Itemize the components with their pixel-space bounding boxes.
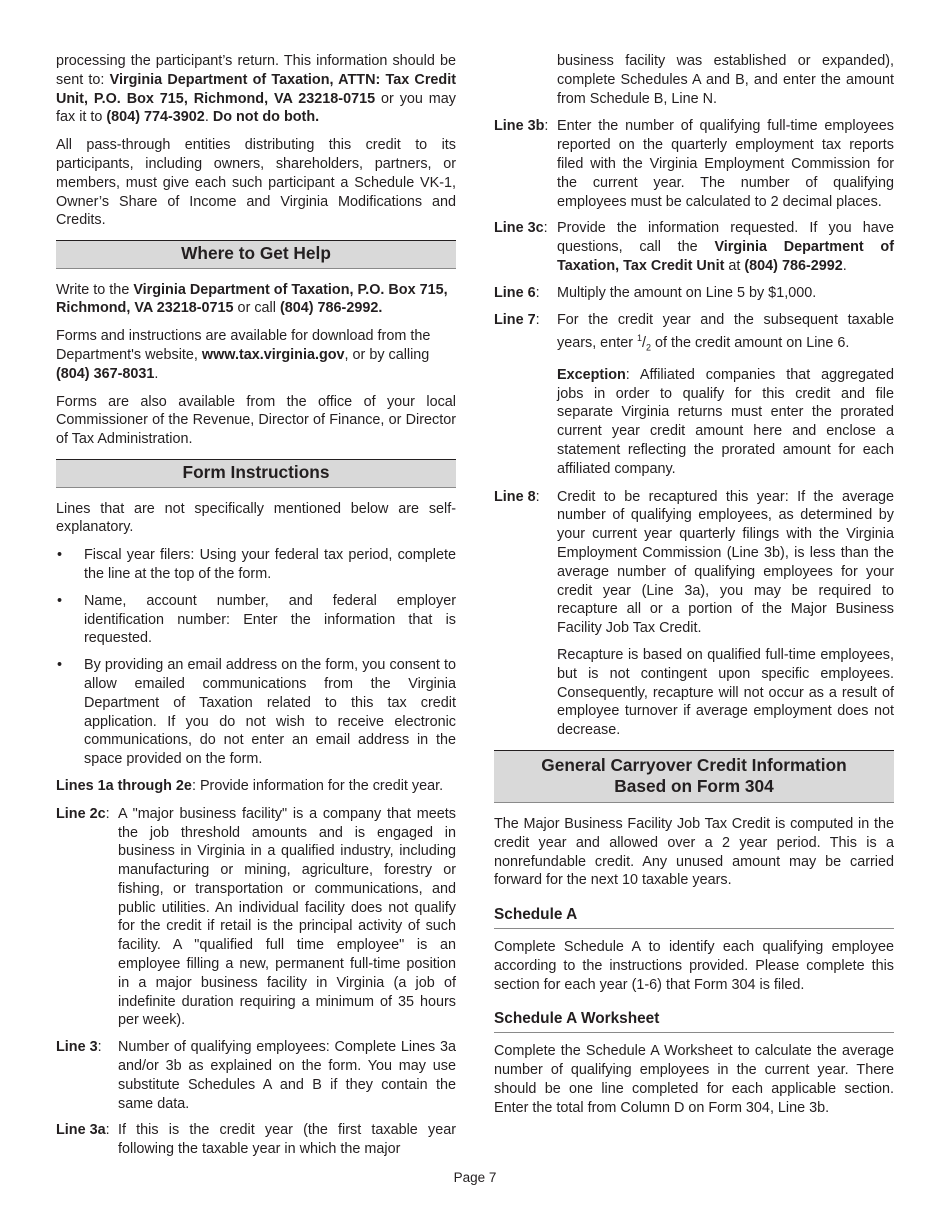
instructions-bullet-list bbox=[56, 546, 456, 769]
website-link[interactable]: www.tax.virginia.gov bbox=[201, 347, 345, 364]
page-number: Page 7 bbox=[453, 1170, 497, 1185]
right-column bbox=[494, 52, 894, 1126]
schedule-a-heading: Schedule A bbox=[494, 906, 894, 929]
pass-through-paragraph: All pass-through entities distributing this credit to its participants, including owners, shareholders, partners, or members, must give each such participant a Schedule VK-1, Owner’s Share of Income and Virginia Modifications and Credits. bbox=[56, 137, 456, 229]
exception-paragraph: Exception: Affiliated companies that aggregated jobs in order to qualify for this credit and file separate Virginia returns must enter the prorated current year credit amount here and enclose a statement reflecting the prorated amount for each affiliated company. bbox=[557, 366, 894, 477]
list-item: • Name, account number, and federal employer identification number: Enter the information that is requested. bbox=[57, 592, 456, 647]
line-6-entry: Line 6: Multiply the amount on Line 5 by $1,000. bbox=[494, 284, 817, 301]
help-local-office-paragraph: Forms are also available from the office of your local Commissioner of the Revenue, Director of Finance, or Director of Tax Administration. bbox=[56, 393, 456, 448]
self-explanatory-paragraph: Lines that are not specifically mentioned below are self-explanatory. bbox=[56, 500, 456, 536]
fax-number: (804) 774-3902 bbox=[106, 109, 205, 126]
lines-1a-2e-paragraph: Lines 1a through 2e: Provide information for the credit year. bbox=[56, 777, 444, 794]
line-2c-entry: Line 2c: A "major business facility" is a company that meets the job threshold amounts and is engaged in business in Virginia in a qualified industry, including manufacturing or mining, agriculture, forestry or fishing, or transportation or communications, and public utilities. An individual facility does not qualify for the credit if retail is the principal activity of such facility. A "qualified full time employee" is an employee filling a new, permanent full-time position in a major business facility in Virginia (a job of indefinite duration requiring a minimum of 35 hours per week). bbox=[56, 805, 456, 1029]
line-7-entry: Line 7: For the credit year and the subsequent taxable years, enter $^1/_2$ of the credit amount on Line 6. bbox=[494, 311, 894, 354]
line-3b-entry: Line 3b: Enter the number of qualifying full-time employees reported on the quarterly employment tax reports filed with the Virginia Employment Commission for the current year. The number of qualifying employees must be calculated to 2 decimal places. bbox=[494, 118, 894, 210]
recapture-paragraph: Recapture is based on qualified full-time employees, but is not contingent upon specific employees. Consequently, recapture will not occur as a result of employee turnover if average employment does not decrease. bbox=[557, 646, 894, 739]
bullet-icon: • bbox=[57, 657, 63, 674]
line-3c-entry: Line 3c: Provide the information requested. If you have questions, call the Virginia Department of Taxation, Tax Credit Unit at (804) 786-2992. bbox=[494, 220, 894, 274]
line-3-entry: Line 3: Number of qualifying employees: Complete Lines 3a and/or 3b as explained on the form. You may use substitute Schedules A and B if they contain the same data. bbox=[56, 1039, 456, 1112]
schedule-a-worksheet-paragraph: Complete the Schedule A Worksheet to calculate the average number of qualifying employees in the current year. There should be one line completed for each applicable section. Enter the total from Column D on Form 304, Line 3b. bbox=[494, 1043, 894, 1116]
schedule-a-paragraph: Complete Schedule A to identify each qualifying employee according to the instructions provided. Please complete this section for each year (1-6) that Form 304 is filed. bbox=[494, 938, 894, 993]
where-to-get-help-heading: Where to Get Help bbox=[56, 240, 456, 269]
tax-credit-unit-address: Virginia Department of Taxation, ATTN: Tax Credit Unit, P.O. Box 715, Richmond, VA 23218-0715 bbox=[56, 71, 457, 107]
carryover-paragraph: The Major Business Facility Job Tax Credit is computed in the credit year and allowed over a 2 year period. This is a nonrefundable credit. Any unused amount may be carried forward for the next 10 taxable years. bbox=[494, 815, 894, 889]
list-item: • By providing an email address on the form, you consent to allow emailed communications from the Virginia Department of Taxation related to this tax credit application. If you do not wish to receive electronic communications, do not enter an email address in the space provided on the form. bbox=[57, 657, 456, 768]
line-8-entry: Line 8: Credit to be recaptured this year: If the average number of qualifying employees, as determined by your current year quarterly filings with the Virginia Employment Commission (Line 3b), is less than the average number of qualifying employees for your credit year (Line 3a), you may be required to recapture all or a portion of the Major Business Facility Job Tax Credit. bbox=[494, 488, 894, 637]
line-3a-continuation: business facility was established or expanded), complete Schedules A and B, and enter the amount from Schedule B, Line N. bbox=[557, 53, 894, 107]
left-column bbox=[56, 52, 456, 1167]
list-item: • Fiscal year filers: Using your federal tax period, complete the line at the top of the form. bbox=[57, 547, 456, 582]
carryover-heading: General Carryover Credit Information Based on Form 304 bbox=[494, 750, 894, 803]
schedule-a-worksheet-heading: Schedule A Worksheet bbox=[494, 1010, 894, 1033]
help-write-paragraph: Write to the Virginia Department of Taxation, P.O. Box 715, Richmond, VA 23218-0715 or call (804) 786-2992. bbox=[56, 281, 448, 317]
bullet-icon: • bbox=[57, 547, 63, 564]
form-instructions-heading: Form Instructions bbox=[56, 459, 456, 488]
participant-return-paragraph: processing the participant’s return. This information should be sent to: Virginia Department of Taxation, ATTN: Tax Credit Unit, P.O. Box 715, Richmond, VA 23218-0715 or you may fax it to (804) 774-3902. Do not do both. bbox=[56, 53, 457, 126]
line-3a-entry: Line 3a: If this is the credit year (the first taxable year following the taxable year in which the major bbox=[56, 1122, 456, 1158]
bullet-icon: • bbox=[57, 592, 63, 609]
help-download-paragraph: Forms and instructions are available for download from the Department's website, www.tax.virginia.gov, or by calling (804) 367-8031. bbox=[56, 328, 431, 382]
